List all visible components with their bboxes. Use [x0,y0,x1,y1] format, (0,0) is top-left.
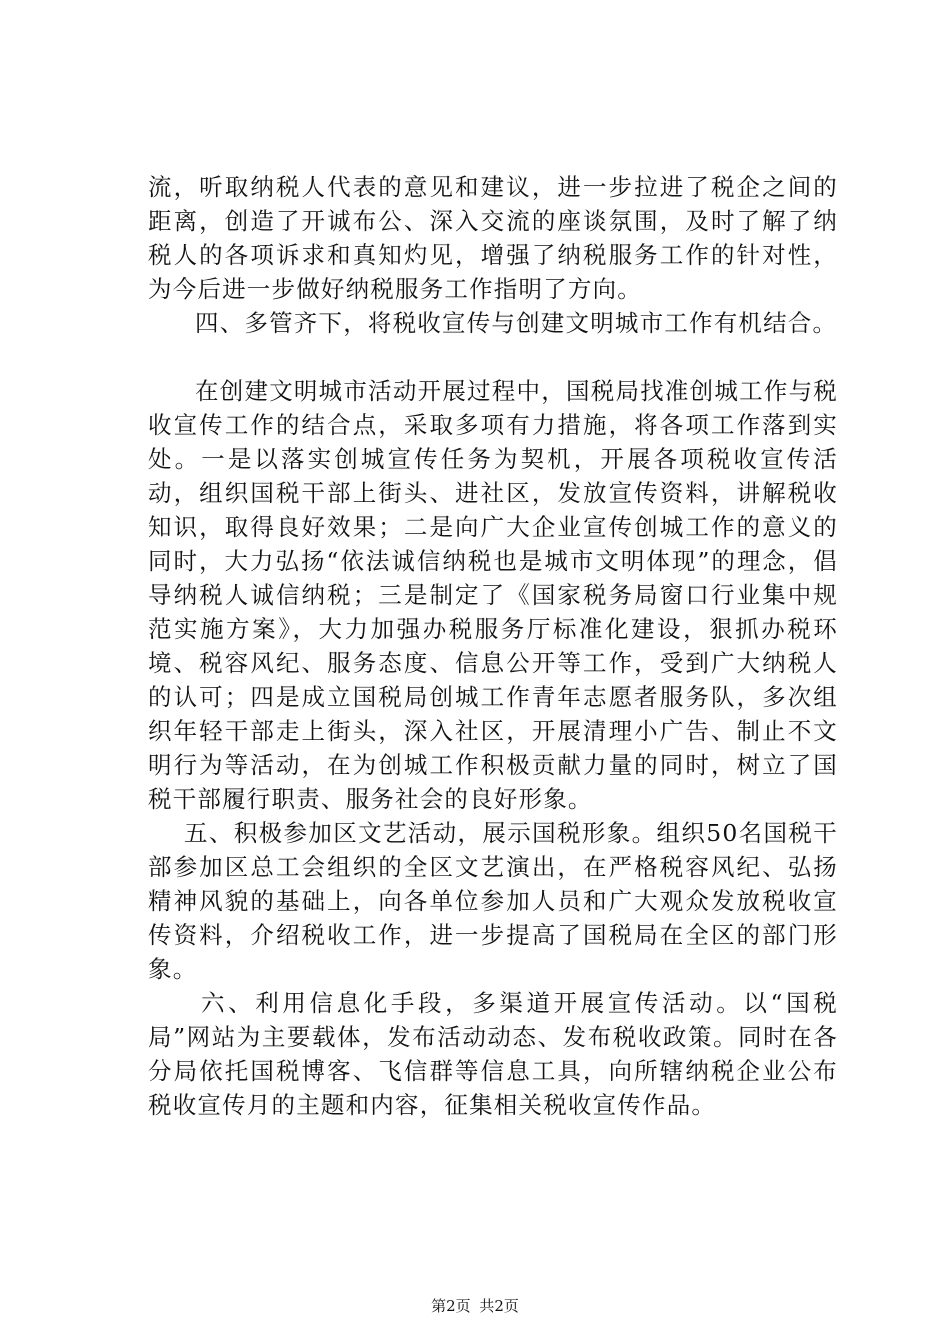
page-number: 第2页 [431,1297,471,1315]
page-footer [0,1296,950,1316]
paragraph-section-six: 六、利用信息化手段，多渠道开展宣传活动。以“国税局”网站为主要载体，发布活动动态、发布税收政策。同时在各分局依托国税博客、飞信群等信息工具，向所辖纳税企业公布税收宣传月的主题和内容，征集相关税收宣传作品。 [148,989,838,1119]
paragraph-section-five: 五、积极参加区文艺活动，展示国税形象。组织50名国税干部参加区总工会组织的全区文艺演出，在严格税容风纪、弘扬精神风貌的基础上，向各单位参加人员和广大观众发放税收宣传资料，介绍税收工作，进一步提高了国税局在全区的部门形象。 [148,819,838,983]
paragraph-continuation: 流，听取纳税人代表的意见和建议，进一步拉进了税企之间的距离，创造了开诚布公、深入交流的座谈氛围，及时了解了纳税人的各项诉求和真知灼见，增强了纳税服务工作的针对性，为今后进一步做好纳税服务工作指明了方向。 [148,173,838,303]
page-total: 共2页 [479,1297,519,1315]
document-body [148,170,838,1122]
paragraph-civilized-city: 在创建文明城市活动开展过程中，国税局找准创城工作与税收宣传工作的结合点，采取多项有力措施，将各项工作落到实处。一是以落实创城宣传任务为契机，开展各项税收宣传活动，组织国税干部上街头、进社区，发放宣传资料，讲解税收知识，取得良好效果；二是向广大企业宣传创城工作的意义的同时，大力弘扬“依法诚信纳税也是城市文明体现”的理念，倡导纳税人诚信纳税；三是制定了《国家税务局窗口行业集中规范实施方案》，大力加强办税服务厅标准化建设，狠抓办税环境、税容风纪、服务态度、信息公开等工作，受到广大纳税人的认可；四是成立国税局创城工作青年志愿者服务队，多次组织年轻干部走上街头，深入社区，开展清理小广告、制止不文明行为等活动，在为创城工作积极贡献力量的同时，树立了国税干部履行职责、服务社会的良好形象。 [148,377,838,813]
section-heading-four: 四、多管齐下，将税收宣传与创建文明城市工作有机结合。 [195,309,838,337]
